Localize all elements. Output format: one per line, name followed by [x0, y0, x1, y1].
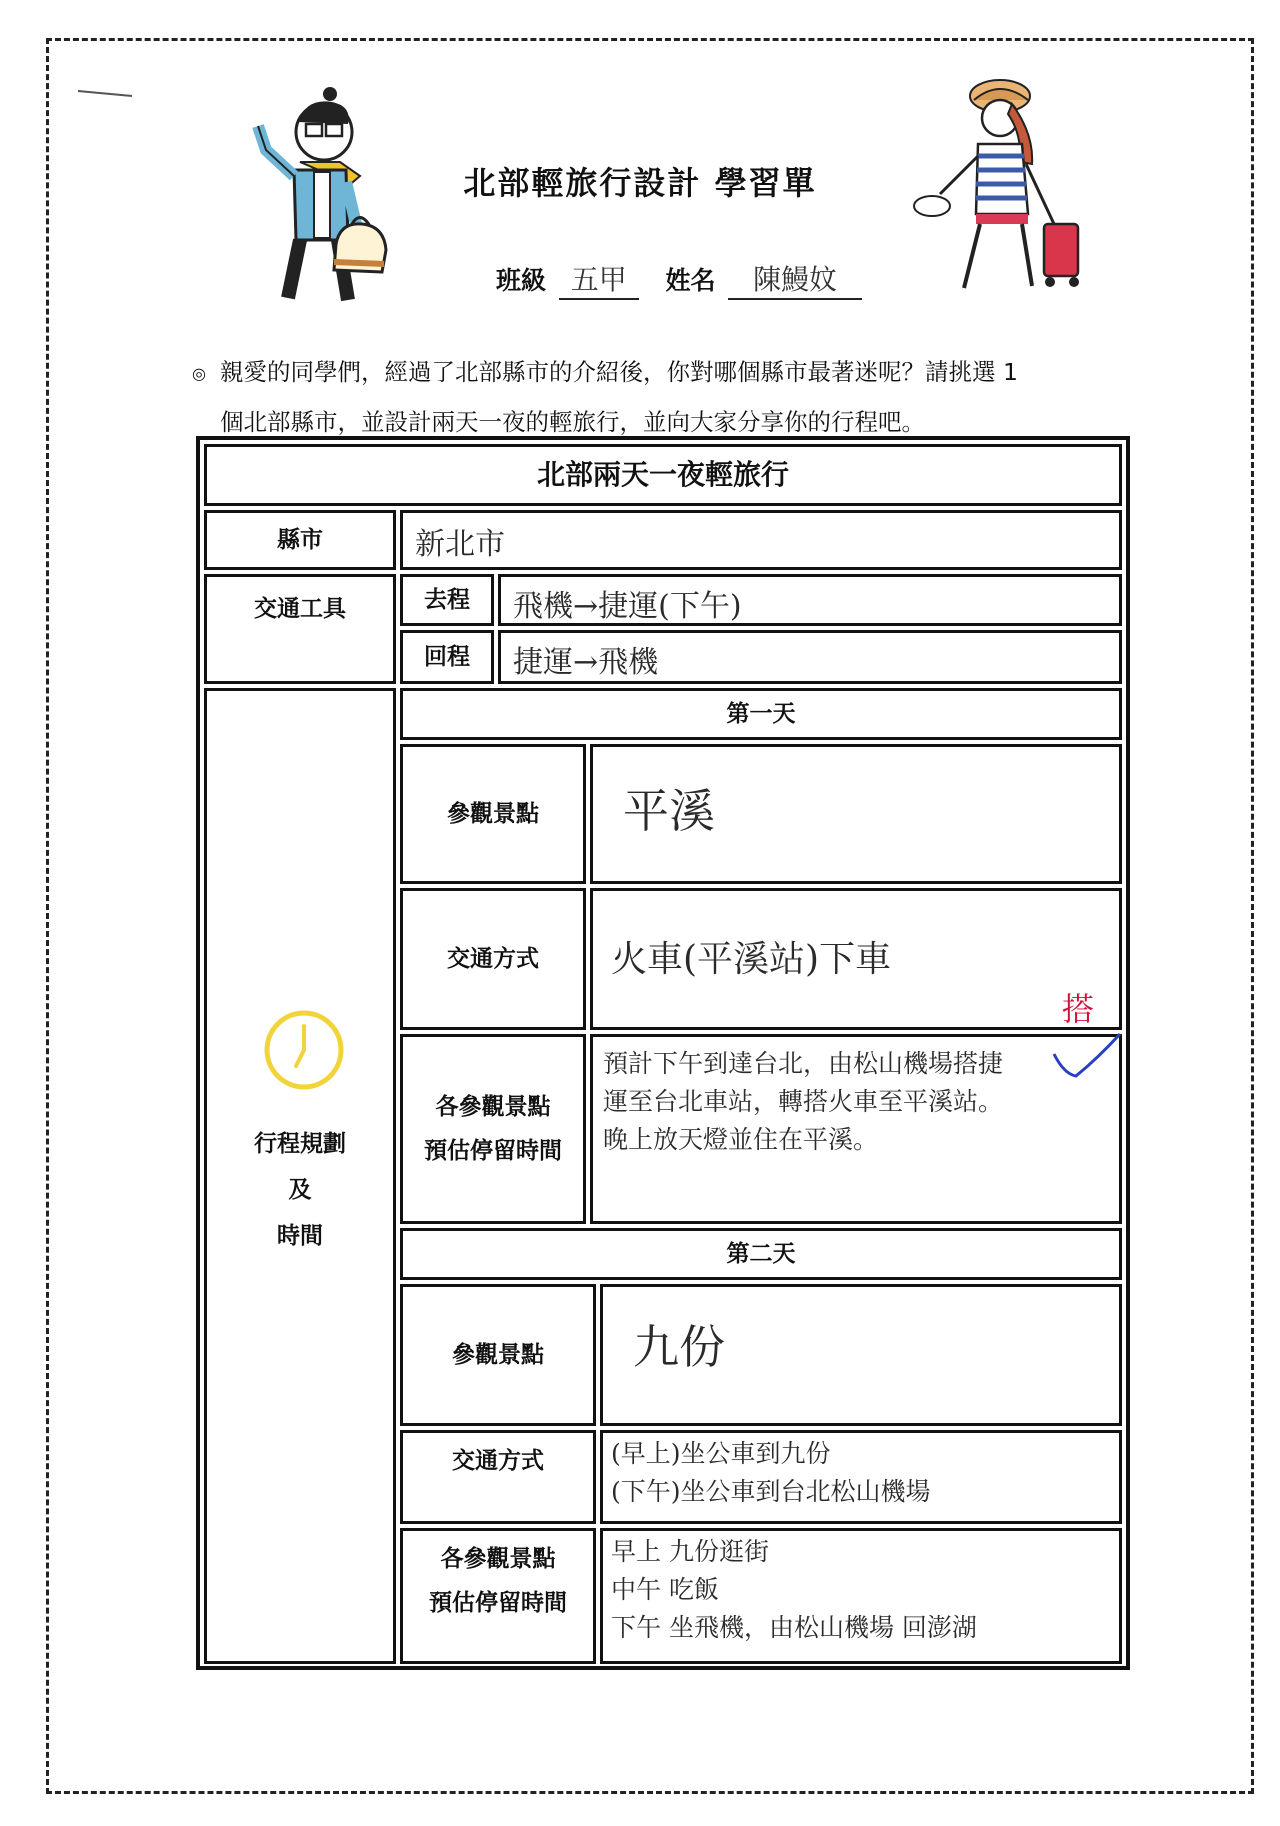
- day1-time-label: [400, 1034, 586, 1224]
- outbound-label: 去程: [400, 574, 494, 626]
- day1-method-label: 交通方式: [400, 888, 586, 1030]
- day2-time-label-2: 預估停留時間: [429, 1590, 567, 1616]
- name-label: 姓名: [665, 266, 716, 295]
- return-value: 捷運→飛機: [498, 630, 1122, 684]
- day2-time-label: [400, 1528, 596, 1664]
- check-mark: [1050, 1030, 1124, 1086]
- plan-label-2: 及: [288, 1177, 312, 1203]
- intro-instructions: [192, 348, 1132, 446]
- return-label: 回程: [400, 630, 494, 684]
- plan-label: [207, 1121, 393, 1259]
- class-label: 班級: [496, 266, 547, 295]
- intro-line-2: 個北部縣市，並設計兩天一夜的輕旅行，並向大家分享你的行程吧。: [220, 407, 925, 436]
- student-info: [496, 258, 862, 300]
- day1-heading: 第一天: [400, 688, 1122, 740]
- day1-time-line-3: 晚上放天燈並住在平溪。: [603, 1125, 879, 1154]
- pencil-stroke-mark: [76, 88, 136, 98]
- day1-time-label-1: 各參觀景點: [435, 1094, 551, 1120]
- day1-time-label-2: 預估停留時間: [424, 1138, 562, 1164]
- day2-time-value: [600, 1528, 1122, 1664]
- page-title: 北部輕旅行設計 學習單: [463, 164, 817, 202]
- day2-time-line-1: 早上 九份逛街: [611, 1537, 769, 1566]
- plan-label-3: 時間: [277, 1223, 323, 1249]
- day1-time-value: [590, 1034, 1122, 1224]
- transport-label: 交通工具: [204, 574, 396, 684]
- intro-line-1: 親愛的同學們，經過了北部縣市的介紹後，你對哪個縣市最著迷呢？請挑選 1: [219, 358, 1018, 386]
- day2-time-label-1: 各參觀景點: [440, 1546, 556, 1572]
- day1-spots-value: 平溪: [590, 744, 1122, 884]
- boy-traveler-illustration: [236, 84, 406, 324]
- day1-method-value: 火車(平溪站)下車: [590, 888, 1122, 1030]
- county-label: 縣市: [204, 510, 396, 570]
- county-value: 新北市: [400, 510, 1122, 570]
- day2-heading: 第二天: [400, 1228, 1122, 1280]
- day2-spots-value: 九份: [600, 1284, 1122, 1426]
- teacher-correction: 搭: [1062, 990, 1095, 1028]
- day2-method-label: 交通方式: [400, 1430, 596, 1524]
- day1-spots-label: 參觀景點: [400, 744, 586, 884]
- name-value: 陳鰻妏: [728, 258, 862, 300]
- plan-label-1: 行程規劃: [254, 1131, 346, 1157]
- clock-icon: [262, 1008, 346, 1092]
- intro-bullet: ◎: [192, 363, 206, 383]
- day2-time-line-2: 中午 吃飯: [611, 1575, 719, 1604]
- day2-spots-label: 參觀景點: [400, 1284, 596, 1426]
- day1-time-line-2: 運至台北車站，轉搭火車至平溪站。: [603, 1087, 1004, 1116]
- table-header: 北部兩天一夜輕旅行: [204, 444, 1122, 506]
- day2-method-line-2: (下午)坐公車到台北松山機場: [611, 1477, 931, 1506]
- plan-column: [204, 688, 396, 1664]
- day2-method-line-1: (早上)坐公車到九份: [611, 1439, 831, 1468]
- day2-method-value: [600, 1430, 1122, 1524]
- day1-time-line-1: 預計下午到達台北，由松山機場搭捷: [603, 1049, 1004, 1078]
- outbound-value: 飛機→捷運(下午): [498, 574, 1122, 626]
- class-value: 五甲: [559, 258, 639, 300]
- day2-time-line-3: 下午 坐飛機，由松山機場 回澎湖: [611, 1613, 977, 1642]
